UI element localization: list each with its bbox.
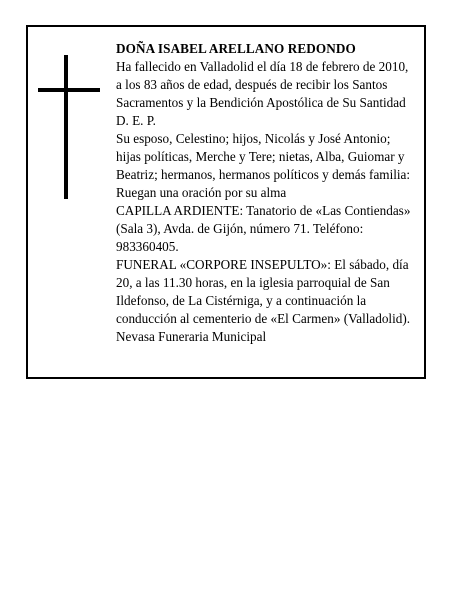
chapel-line: CAPILLA ARDIENTE: Tanatorio de «Las Contiendas» — [116, 203, 411, 218]
chapel-info — [116, 202, 426, 256]
prayer-request: Ruegan una oración por su alma — [116, 185, 287, 200]
death-line: Sacramentos y la Bendición Apostólica de Su Santidad — [116, 95, 406, 110]
funeral-line: Ildefonso, de La Cistérniga, y a continuación la — [116, 293, 367, 308]
family-line: Beatriz; hermanos, hermanos políticos y demás familia: — [116, 167, 411, 182]
family-line: hijas políticas, Merche y Tere; nietas, Alba, Guiomar y — [116, 149, 405, 164]
funeral-line: 20, a las 11.30 horas, en la iglesia parroquial de San — [116, 275, 390, 290]
death-line: Ha fallecido en Valladolid el día 18 de febrero de 2010, — [116, 59, 409, 74]
chapel-line: (Sala 3), Avda. de Gijón, número 71. Teléfono: — [116, 221, 364, 236]
death-announcement — [116, 58, 426, 130]
funeral-info — [116, 256, 426, 328]
death-line: D. E. P. — [116, 113, 156, 128]
cross-vertical-bar — [64, 55, 68, 199]
family-line: Su esposo, Celestino; hijos, Nicolás y José Antonio; — [116, 131, 391, 146]
chapel-line: 983360405. — [116, 239, 179, 254]
funeral-line: FUNERAL «CORPORE INSEPULTO»: El sábado, día — [116, 257, 409, 272]
obituary-text — [116, 40, 426, 346]
obituary-notice — [26, 25, 426, 379]
funeral-line: conducción al cementerio de «El Carmen» (Valladolid). — [116, 311, 411, 326]
funeral-home: Nevasa Funeraria Municipal — [116, 329, 267, 344]
cross-horizontal-bar — [38, 88, 100, 92]
deceased-name: DOÑA ISABEL ARELLANO REDONDO — [116, 41, 356, 56]
cross-icon — [38, 55, 100, 199]
family-list — [116, 130, 426, 184]
death-line: a los 83 años de edad, después de recibir los Santos — [116, 77, 388, 92]
